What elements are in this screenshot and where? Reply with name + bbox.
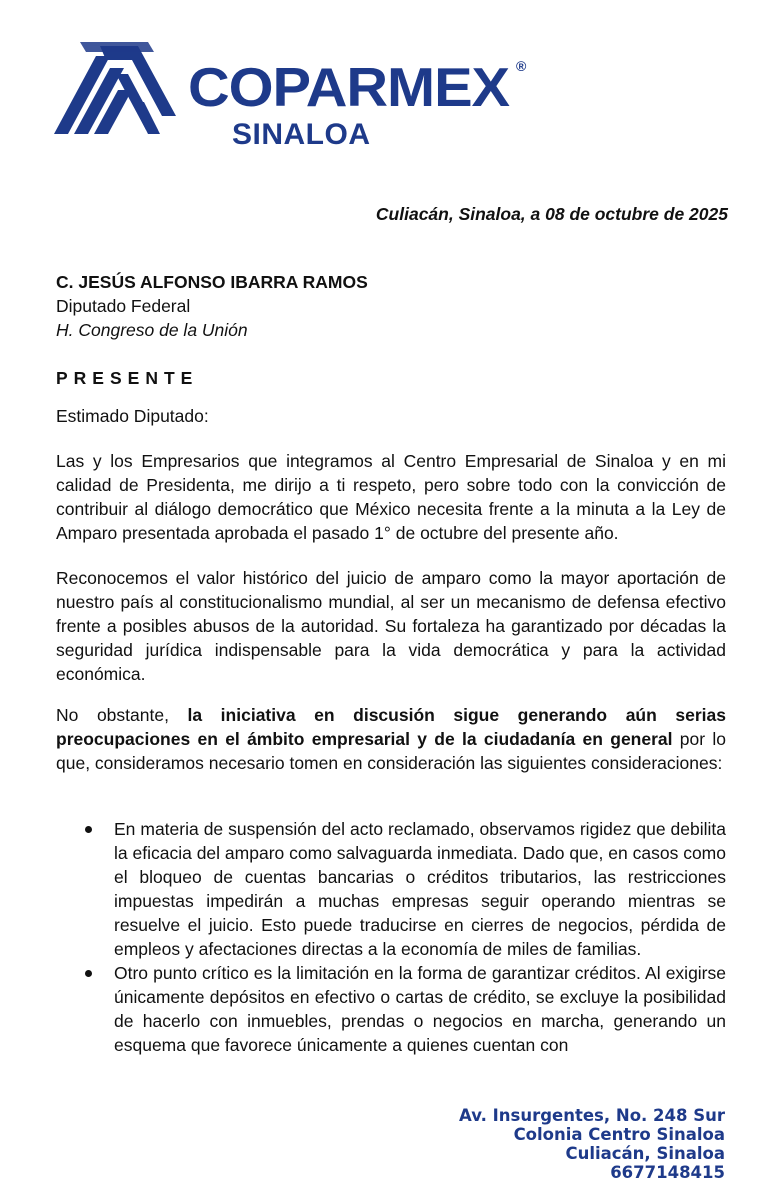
- coparmex-logo-icon: [48, 38, 188, 136]
- registered-mark: ®: [516, 58, 527, 74]
- list-item: [56, 817, 726, 961]
- brand-name: COPARMEX: [188, 56, 510, 118]
- recipient-name: C. JESÚS ALFONSO IBARRA RAMOS: [56, 272, 368, 292]
- list-item-text: En materia de suspensión del acto reclamado, observamos rigidez que debilita la eficacia del amparo como salvaguarda inmediata. Dado que, en casos como el bloqueo de cuentas bancarias o créditos tributarios, las restricciones impuestas impedirán a muchas empresas seguir operando mientras se resuelve el juicio. Esto puede traducirse en cierres de negocios, pérdida de empleos y afectaciones directas a la economía de miles de familias.: [114, 819, 726, 959]
- presente-heading: PRESENTE: [56, 368, 199, 388]
- considerations-list: [56, 817, 726, 1057]
- date-line: Culiacán, Sinaloa, a 08 de octubre de 2025: [375, 204, 728, 224]
- greeting: Estimado Diputado:: [56, 406, 209, 426]
- list-item-text: Otro punto crítico es la limitación en la forma de garantizar créditos. Al exigirse únicamente depósitos en efectivo o cartas de crédito, se excluye la posibilidad de hacerlo con inmuebles, prendas o negocios en marcha, generando un esquema que favorece únicamente a quienes cuentan con: [114, 963, 726, 1055]
- address-neighborhood: Colonia Centro Sinaloa: [513, 1125, 725, 1144]
- bullet-icon: [85, 970, 92, 977]
- bullet-icon: [85, 826, 92, 833]
- paragraph-concerns-emphasis: la iniciativa en discusión sigue generando aún serias preocupaciones en el ámbito empresarial y de la ciudadanía en general: [56, 705, 726, 749]
- paragraph-recognition: Reconocemos el valor histórico del juicio de amparo como la mayor aportación de nuestro país al constitucionalismo mundial, al ser un mecanismo de defensa efectivo frente a posibles abusos de la autoridad. Su fortaleza ha garantizado por décadas la seguridad jurídica indispensable para la vida democrática y para la actividad económica.: [56, 568, 726, 684]
- address-city: Culiacán, Sinaloa: [565, 1144, 725, 1163]
- paragraph-concerns-tail: por lo que, consideramos necesario tomen en consideración las siguientes consideraciones:: [56, 729, 726, 773]
- paragraph-concerns-lead: No obstante,: [56, 705, 188, 725]
- footer-address: [459, 1106, 725, 1182]
- letterhead-logo: [48, 38, 527, 151]
- address-street: Av. Insurgentes, No. 248 Sur: [459, 1106, 725, 1125]
- paragraph-intro: Las y los Empresarios que integramos al Centro Empresarial de Sinaloa y en mi calidad de Presidenta, me dirijo a ti respeto, pero sobre todo con la convicción de contribuir al diálogo democrático que México necesita frente a la minuta a la Ley de Amparo presentada aprobada el pasado 1° de octubre del presente año.: [56, 451, 726, 543]
- brand-subtitle: SINALOA: [232, 118, 371, 151]
- recipient-organization: H. Congreso de la Unión: [56, 320, 248, 340]
- recipient-block: [56, 270, 368, 342]
- list-item: [56, 961, 726, 1057]
- paragraph-concerns: [56, 703, 726, 775]
- address-phone: 6677148415: [610, 1163, 725, 1182]
- recipient-position: Diputado Federal: [56, 296, 191, 316]
